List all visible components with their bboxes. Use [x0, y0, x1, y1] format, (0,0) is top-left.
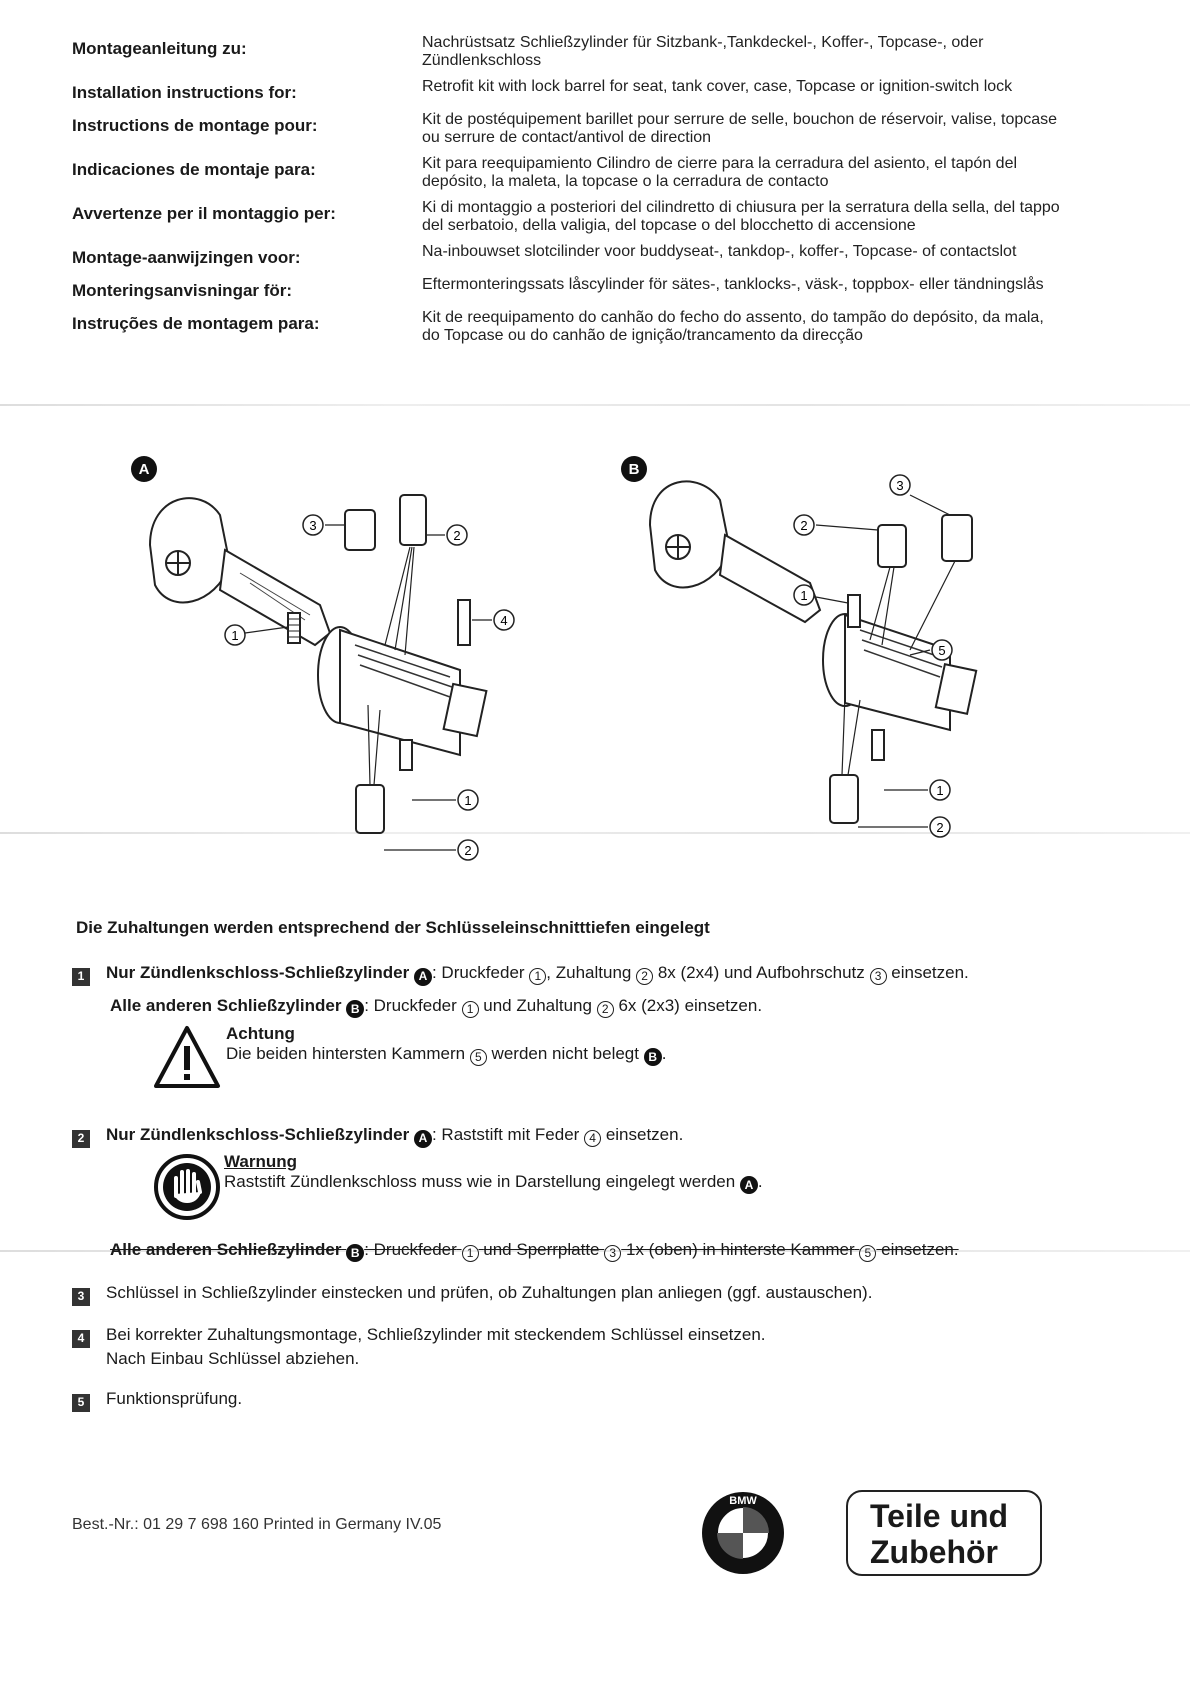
diagram-b: [620, 455, 1040, 870]
callout-2-bottom: [384, 840, 478, 860]
header-row: [72, 276, 1072, 301]
callout-3: 3: [870, 968, 887, 985]
detent-pin-shape: [458, 600, 470, 645]
fold-line: [0, 404, 1190, 406]
step-5-text: Funktionsprüfung.: [106, 1389, 243, 1408]
step-2b-text-a: : Druckfeder: [364, 1240, 457, 1259]
header-text: Retrofit kit with lock barrel for seat, tank cover, case, Topcase or ignition-switch lock: [422, 78, 1013, 95]
callout-1: 1: [462, 1001, 479, 1018]
bmw-logo-icon: [700, 1490, 786, 1576]
step-3: [72, 1282, 872, 1306]
header-row: [72, 309, 1072, 345]
header-text: Na-inbouwset slotcilinder voor buddyseat-, tankdop-, koffer-, Topcase- of contactslot: [422, 243, 1017, 260]
step-2b-bold: Alle anderen Schließzylinder: [110, 1240, 342, 1259]
step-5: [72, 1388, 242, 1412]
header-row: [72, 111, 1072, 147]
spring-1-shape: [848, 595, 860, 627]
callout-1-bottom: [884, 780, 950, 800]
key-blade-shape: [720, 535, 820, 622]
header-text: Nachrüstsatz Schließzylinder für Sitzbank-,Tankdeckel-, Koffer-, Topcase-, oder Zündlenkschloss: [422, 34, 984, 69]
callout-1: 1: [529, 968, 546, 985]
header-table: [72, 34, 1072, 353]
callout-3: [303, 515, 345, 535]
order-number: Best.-Nr.: 01 29 7 698 160 Printed in Germany IV.05: [72, 1516, 442, 1533]
step-1b-text-c: 6x (2x3) einsetzen.: [618, 996, 763, 1015]
step-4-text-1: Bei korrekter Zuhaltungsmontage, Schließzylinder mit steckendem Schlüssel einsetzen.: [106, 1325, 766, 1344]
step-number: 1: [72, 968, 90, 986]
header-label: Indicaciones de montaje para:: [72, 160, 316, 179]
caution-text: Die beiden hintersten Kammern 5 werden nicht belegt B .: [226, 1044, 667, 1064]
header-text: Ki di montaggio a posteriori del cilindretto di chiusura per la serratura della sella, del tappo del serbatoio, della valigia, del topcase o del blocchetto di accensione: [422, 199, 1060, 234]
badge-b: B: [346, 1244, 364, 1262]
spring-1-shape: [288, 613, 300, 643]
callout-2-bottom-label: 2: [936, 820, 944, 835]
step-1b: [110, 996, 762, 1018]
tumbler-top-a-shape: [345, 510, 375, 550]
callout-2-top: [794, 515, 878, 535]
callout-3: 3: [604, 1245, 621, 1262]
key-head-shape: [650, 481, 730, 587]
step-2-text-b: einsetzen.: [605, 1125, 684, 1144]
header-label: Montageanleitung zu:: [72, 39, 247, 58]
badge-b: B: [644, 1048, 662, 1066]
header-text: Kit de reequipamento do canhão do fecho do assento, do tampão do depósito, da mala, do Topcase ou do canhão de ignição/trancamento da direcção: [422, 309, 1044, 344]
callout-2-bottom-label: 2: [464, 843, 472, 858]
header-row: [72, 78, 1072, 103]
tumbler-bottom-shape: [356, 785, 384, 833]
badge-b: B: [628, 461, 640, 478]
callout-1: 1: [462, 1245, 479, 1262]
logo-letters: BMW: [729, 1495, 757, 1507]
step-2-bold: Nur Zündlenkschloss-Schließzylinder: [106, 1125, 410, 1144]
callout-1-top-label: 1: [800, 588, 808, 603]
step-4-text-2: Nach Einbau Schlüssel abziehen.: [106, 1348, 360, 1368]
caution-title: Achtung: [226, 1024, 295, 1043]
step-2b-text-d: einsetzen.: [881, 1240, 959, 1259]
badge-a: A: [414, 1130, 432, 1148]
step-number: 4: [72, 1330, 90, 1348]
callout-1-left: [225, 625, 288, 645]
lock-cylinder-b-illustration: [620, 455, 1040, 865]
warning-triangle-icon: [152, 1024, 222, 1090]
step-1b-text-b: und Zuhaltung: [483, 996, 592, 1015]
callout-1-left-label: 1: [231, 628, 239, 643]
step-2b: [110, 1240, 959, 1262]
callout-2-top-label: 2: [800, 518, 808, 533]
callout-2-top: [426, 525, 467, 545]
instructions-intro: Die Zuhaltungen werden entsprechend der Schlüsseleinschnitttiefen eingelegt: [76, 918, 710, 937]
badge-a: A: [740, 1176, 758, 1194]
step-1b-text-a: : Druckfeder: [364, 996, 457, 1015]
step-2-text-a: : Raststift mit Feder: [431, 1125, 580, 1144]
step-1-bold: Nur Zündlenkschloss-Schließzylinder: [106, 963, 410, 982]
callout-3-label: 3: [896, 478, 904, 493]
cylinder-body-shape: [340, 630, 460, 755]
stop-hand-icon: [152, 1152, 222, 1222]
step-2b-text-b: und Sperrplatte: [483, 1240, 600, 1259]
callout-4: [472, 610, 514, 630]
callout-1-bottom-label: 1: [936, 783, 944, 798]
spring-bottom-shape: [872, 730, 884, 760]
step-1-text-d: einsetzen.: [891, 963, 969, 982]
tumbler-leader-lines: [385, 547, 414, 655]
callout-5: 5: [859, 1245, 876, 1262]
tumbler-top-b-shape: [400, 495, 426, 545]
badge-a: A: [414, 968, 432, 986]
key-head-shape: [150, 498, 230, 602]
tumbler-bottom-shape: [830, 775, 858, 823]
badge-b: B: [346, 1000, 364, 1018]
callout-5-label: 5: [938, 643, 946, 658]
lock-cylinder-a-illustration: [130, 455, 550, 865]
header-row: [72, 243, 1072, 268]
warning-text-main: Raststift Zündlenkschloss muss wie in Darstellung eingelegt werden: [224, 1172, 736, 1191]
cylinder-body-shape: [845, 615, 950, 730]
callout-1-top: [794, 585, 848, 605]
callout-5: 5: [470, 1049, 487, 1066]
step-2: [72, 1124, 683, 1148]
tumbler-top-b-shape: [942, 515, 972, 561]
header-text: Eftermonteringssats låscylinder för sätes-, tanklocks-, väsk-, toppbox- eller tändningslås: [422, 276, 1044, 293]
callout-3-label: 3: [309, 518, 317, 533]
header-row: [72, 34, 1072, 70]
callout-2: 2: [636, 968, 653, 985]
step-number: 3: [72, 1288, 90, 1306]
callout-1-bottom: [412, 790, 478, 810]
step-number: 5: [72, 1394, 90, 1412]
callout-2-bottom: [858, 817, 950, 837]
warning-text: Raststift Zündlenkschloss muss wie in Darstellung eingelegt werden A .: [224, 1172, 763, 1192]
header-text: Kit de postéquipement barillet pour serrure de selle, bouchon de réservoir, valise, topcase ou serrure de contact/antivol de direction: [422, 111, 1058, 146]
brand-line-1: Teile und: [870, 1498, 1009, 1534]
header-label: Instruções de montagem para:: [72, 314, 320, 333]
header-label: Avvertenze per il montaggio per:: [72, 204, 336, 223]
step-1-text-c: 8x (2x4) und Aufbohrschutz: [657, 963, 865, 982]
caution-text-b: werden nicht belegt: [491, 1044, 639, 1063]
step-2b-text-c: 1x (oben) in hinterste Kammer: [625, 1240, 855, 1259]
header-label: Installation instructions for:: [72, 83, 297, 102]
callout-4-label: 4: [500, 613, 508, 628]
step-number: 2: [72, 1130, 90, 1148]
header-label: Instructions de montage pour:: [72, 116, 318, 135]
callout-4: 4: [584, 1130, 601, 1147]
tumbler-top-a-shape: [878, 525, 906, 567]
caution-note: [152, 1024, 666, 1090]
step-1-text-a: : Druckfeder: [431, 963, 525, 982]
header-row: [72, 199, 1072, 235]
step-1: [72, 962, 969, 986]
callout-1-bottom-label: 1: [464, 793, 472, 808]
brand-box: [846, 1490, 1042, 1576]
step-1-text-b: , Zuhaltung: [546, 963, 632, 982]
caution-text-a: Die beiden hintersten Kammern: [226, 1044, 466, 1063]
step-1b-bold: Alle anderen Schließzylinder: [110, 996, 342, 1015]
warning-note: [152, 1152, 763, 1222]
brand-line-2: Zubehör: [870, 1534, 998, 1570]
callout-2-top-label: 2: [453, 528, 461, 543]
badge-a: A: [138, 461, 150, 478]
header-label: Montage-aanwijzingen voor:: [72, 248, 301, 267]
callout-3: [890, 475, 950, 515]
header-row: [72, 155, 1072, 191]
callout-2: 2: [597, 1001, 614, 1018]
spring-bottom-shape: [400, 740, 412, 770]
warning-title: Warnung: [224, 1152, 298, 1171]
header-label: Monteringsanvisningar för:: [72, 281, 293, 300]
diagram-a: [130, 455, 550, 870]
header-text: Kit para reequipamiento Cilindro de cierre para la cerradura del asiento, el tapón del depósito, la maleta, la topcase o la cerradura de contacto: [422, 155, 1018, 190]
step-4: [72, 1324, 766, 1369]
step-3-text: Schlüssel in Schließzylinder einstecken und prüfen, ob Zuhaltungen plan anliegen (ggf. austauschen).: [106, 1283, 873, 1302]
